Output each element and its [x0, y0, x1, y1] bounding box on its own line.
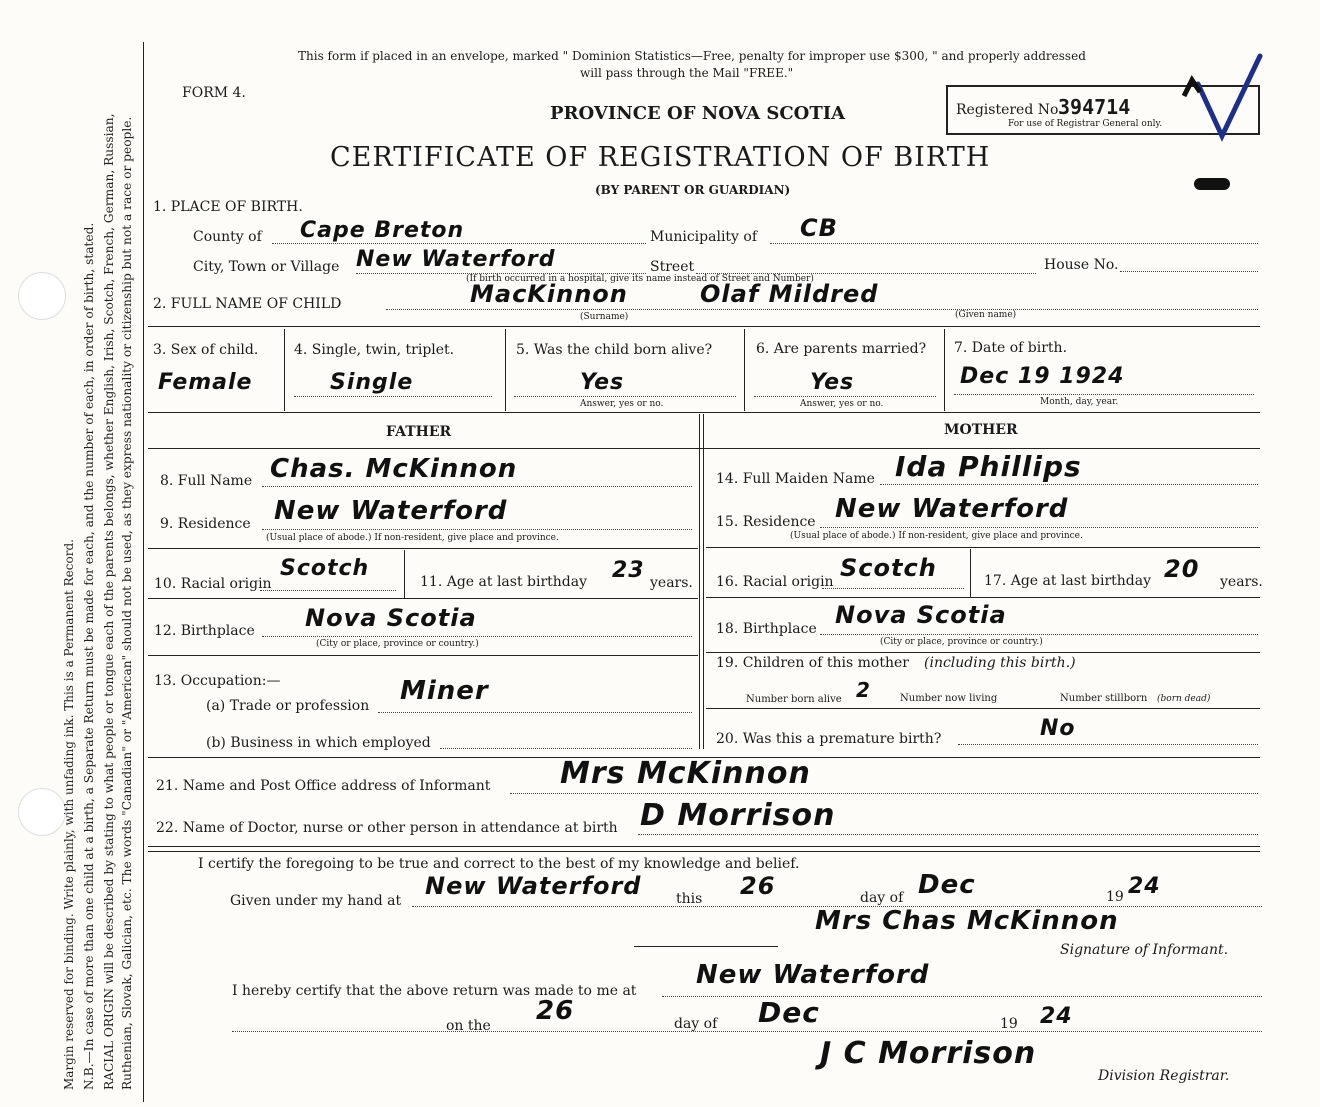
father-abode-note: (Usual place of abode.) If non-resident, give place and province. [266, 533, 559, 543]
year-value: 24 [1128, 874, 1161, 899]
municipality-line [770, 243, 1258, 244]
sex-label: 3. Sex of child. [153, 342, 259, 358]
county-value: Cape Breton [300, 218, 465, 243]
father-birthplace-value: Nova Scotia [305, 604, 477, 632]
mother-birthplace-note: (City or place, province or country.) [880, 637, 1043, 647]
father-racial-line [260, 590, 396, 591]
rule-2 [148, 412, 1260, 413]
this-label: this [676, 891, 703, 907]
divider-3 [284, 329, 285, 411]
father-birthplace-line [262, 636, 692, 637]
house-line [1120, 271, 1258, 272]
divider-5 [744, 329, 745, 411]
stillborn-note: (born dead) [1157, 694, 1211, 704]
mother-res-line [820, 527, 1258, 528]
rule-4b [148, 851, 1260, 852]
father-heading: FATHER [386, 424, 452, 440]
mother-age-label: 17. Age at last birthday [984, 573, 1152, 589]
married-label: 6. Are parents married? [756, 341, 927, 357]
father-age-value: 23 [612, 558, 645, 583]
month-value: Dec [918, 870, 976, 900]
on-day-value: 26 [536, 996, 575, 1026]
dob-note: Month, day, year. [1040, 397, 1119, 407]
registrar-note: For use of Registrar General only. [1008, 119, 1163, 129]
dob-label: 7. Date of birth. [954, 340, 1068, 356]
hospital-note: (If birth occurred in a hospital, give its name instead of Street and Number) [466, 274, 814, 284]
doctor-label: 22. Name of Doctor, nurse or other person in attendance at birth [156, 820, 618, 836]
father-name-line [262, 486, 692, 487]
father-res-value: New Waterford [274, 496, 508, 526]
municipality-label: Municipality of [650, 229, 758, 245]
rule-f2 [148, 598, 698, 599]
rule-f1 [148, 548, 698, 549]
divider-4 [505, 329, 506, 411]
father-name-value: Chas. McKinnon [270, 454, 518, 484]
mother-abode-note: (Usual place of abode.) If non-resident, give place and province. [790, 531, 1083, 541]
hereby-label: I hereby certify that the above return was made to me at [232, 983, 637, 999]
on-year-value: 24 [1040, 1004, 1073, 1029]
rule-1 [148, 326, 1260, 327]
mail-notice-1: This form if placed in an envelope, marked " Dominion Statistics—Free, penalty for improper use $300, " and properly addressed [298, 49, 1086, 63]
checkmark-icon [1170, 48, 1266, 144]
born-alive-value: 2 [856, 678, 871, 702]
alive-label: 5. Was the child born alive? [516, 342, 713, 358]
margin-note-3: RACIAL ORIGIN will be described by stating to what people or tongue each of the parents belongs, whether English, Irish, Scotch, French, German, Russian, [102, 113, 116, 1090]
stillborn-label: Number stillborn [1060, 693, 1148, 704]
registrar-label: Division Registrar. [1098, 1068, 1230, 1084]
married-note: Answer, yes or no. [800, 399, 884, 409]
certify-statement: I certify the foregoing to be true and correct to the best of my knowledge and belief. [198, 856, 800, 872]
doctor-line [638, 834, 1258, 835]
mother-birthplace-line [820, 634, 1258, 635]
given-note: (Given name) [955, 310, 1017, 320]
father-trade-line [378, 712, 692, 713]
mother-racial-value: Scotch [840, 554, 937, 582]
informant-value: Mrs McKinnon [560, 756, 811, 791]
rule-heads [148, 448, 1260, 449]
day-value: 26 [740, 872, 776, 900]
father-age-label: 11. Age at last birthday [420, 574, 588, 590]
registered-label: Registered No. [956, 102, 1063, 118]
margin-note-1: Margin reserved for binding. Write plainly, with unfading ink. This is a Permanent Record. [62, 539, 76, 1090]
married-line [754, 396, 936, 397]
premature-value: No [1040, 716, 1076, 741]
day-of-label: day of [860, 890, 904, 906]
sex-value: Female [158, 370, 253, 395]
on-year-prefix: 19 [1000, 1016, 1018, 1032]
rule-4 [148, 846, 1260, 847]
center-divider-2 [703, 414, 704, 749]
dob-value: Dec 19 1924 [960, 364, 1125, 389]
mother-racial-line [822, 588, 964, 589]
margin-border [143, 42, 144, 1102]
mother-name-value: Ida Phillips [895, 450, 1082, 483]
mother-name-line [880, 484, 1258, 485]
mother-age-value: 20 [1164, 555, 1200, 583]
premature-line [958, 744, 1258, 745]
child-name-label: 2. FULL NAME OF CHILD [153, 296, 342, 312]
living-label: Number now living [900, 693, 998, 704]
ink-smudge [1194, 178, 1230, 190]
hereby-line [662, 996, 1262, 997]
county-label: County of [193, 229, 262, 245]
single-label: 4. Single, twin, triplet. [294, 342, 455, 358]
married-value: Yes [810, 370, 855, 395]
rule-f3 [148, 655, 698, 656]
on-the-label: on the [446, 1018, 491, 1034]
rule-m2 [706, 597, 1260, 598]
surname-note: (Surname) [580, 312, 629, 322]
given-label: Given under my hand at [230, 893, 402, 909]
mother-res-label: 15. Residence [716, 514, 816, 530]
rule-m1 [706, 547, 1260, 548]
alive-line [514, 396, 736, 397]
father-occupation-label: 13. Occupation:— [154, 673, 281, 689]
children-label: 19. Children of this mother [716, 655, 909, 671]
alive-value: Yes [580, 370, 625, 395]
father-business-line [440, 748, 692, 749]
rule-m4 [706, 708, 1260, 709]
father-res-line [262, 529, 692, 530]
children-note: (including this birth.) [924, 655, 1076, 671]
divider-6 [944, 329, 945, 411]
margin-note-4: Ruthenian, Slovak, Galician, etc. The words "Canadian" or "American" should not be used, as they express nationality or citizenship but not a race or people. [120, 116, 134, 1090]
mother-years: years. [1220, 574, 1263, 590]
single-value: Single [330, 370, 414, 395]
on-month-value: Dec [758, 996, 820, 1029]
father-birthplace-note: (City or place, province or country.) [316, 639, 479, 649]
informant-label: 21. Name and Post Office address of Informant [156, 778, 491, 794]
doctor-value: D Morrison [640, 798, 836, 833]
child-name-line [386, 309, 1258, 310]
form-number: FORM 4. [182, 85, 246, 101]
year-prefix: 19 [1106, 889, 1124, 905]
province-heading: PROVINCE OF NOVA SCOTIA [550, 103, 846, 124]
alive-note: Answer, yes or no. [580, 399, 664, 409]
born-alive-label: Number born alive [746, 694, 842, 705]
single-line [294, 396, 492, 397]
on-day-of-label: day of [674, 1016, 718, 1032]
father-birthplace-label: 12. Birthplace [154, 623, 255, 639]
dob-line [954, 394, 1254, 395]
child-given-value: Olaf Mildred [700, 280, 879, 308]
signature-rule [634, 946, 778, 947]
certificate-subtitle: (BY PARENT OR GUARDIAN) [595, 183, 791, 197]
child-surname-value: MacKinnon [470, 280, 628, 308]
informant-signature: Mrs Chas McKinnon [815, 906, 1119, 936]
county-line [272, 243, 646, 244]
registered-value: 394714 [1058, 95, 1131, 119]
father-business-label: (b) Business in which employed [206, 735, 431, 751]
father-res-label: 9. Residence [160, 516, 251, 532]
city-label: City, Town or Village [193, 259, 340, 275]
punch-hole-bottom [18, 788, 66, 836]
house-label: House No. [1044, 257, 1119, 273]
father-racial-label: 10. Racial origin [154, 576, 272, 592]
father-racial-divider [404, 550, 405, 598]
municipality-value: CB [800, 214, 838, 242]
certificate-title: CERTIFICATE OF REGISTRATION OF BIRTH [330, 142, 991, 173]
place-heading: 1. PLACE OF BIRTH. [153, 199, 303, 215]
mother-birthplace-label: 18. Birthplace [716, 621, 817, 637]
informant-line [510, 793, 1258, 794]
father-trade-label: (a) Trade or profession [206, 698, 370, 714]
rule-m3 [706, 652, 1260, 653]
on-line [232, 1031, 1262, 1032]
premature-label: 20. Was this a premature birth? [716, 731, 942, 747]
punch-hole-top [18, 272, 66, 320]
signature-label: Signature of Informant. [1060, 942, 1229, 958]
father-years: years. [650, 575, 693, 591]
hereby-place: New Waterford [696, 960, 930, 990]
mother-racial-divider [970, 549, 971, 597]
registrar-signature: J C Morrison [820, 1036, 1037, 1071]
city-value: New Waterford [356, 247, 556, 272]
center-divider [699, 414, 700, 749]
mail-notice-2: will pass through the Mail "FREE." [580, 66, 794, 80]
mother-heading: MOTHER [944, 422, 1018, 438]
father-name-label: 8. Full Name [160, 473, 253, 489]
father-racial-value: Scotch [280, 556, 370, 581]
street-label: Street [650, 259, 695, 275]
given-place: New Waterford [425, 872, 642, 900]
margin-note-2: N.B.—In case of more than one child at a birth, a Separate Return must be made for each, and the number of each, in order of birth, stated. [82, 222, 96, 1090]
mother-name-label: 14. Full Maiden Name [716, 471, 875, 487]
mother-racial-label: 16. Racial origin [716, 574, 834, 590]
mother-birthplace-value: Nova Scotia [835, 601, 1007, 629]
mother-res-value: New Waterford [835, 494, 1069, 524]
father-trade-value: Miner [400, 676, 489, 706]
